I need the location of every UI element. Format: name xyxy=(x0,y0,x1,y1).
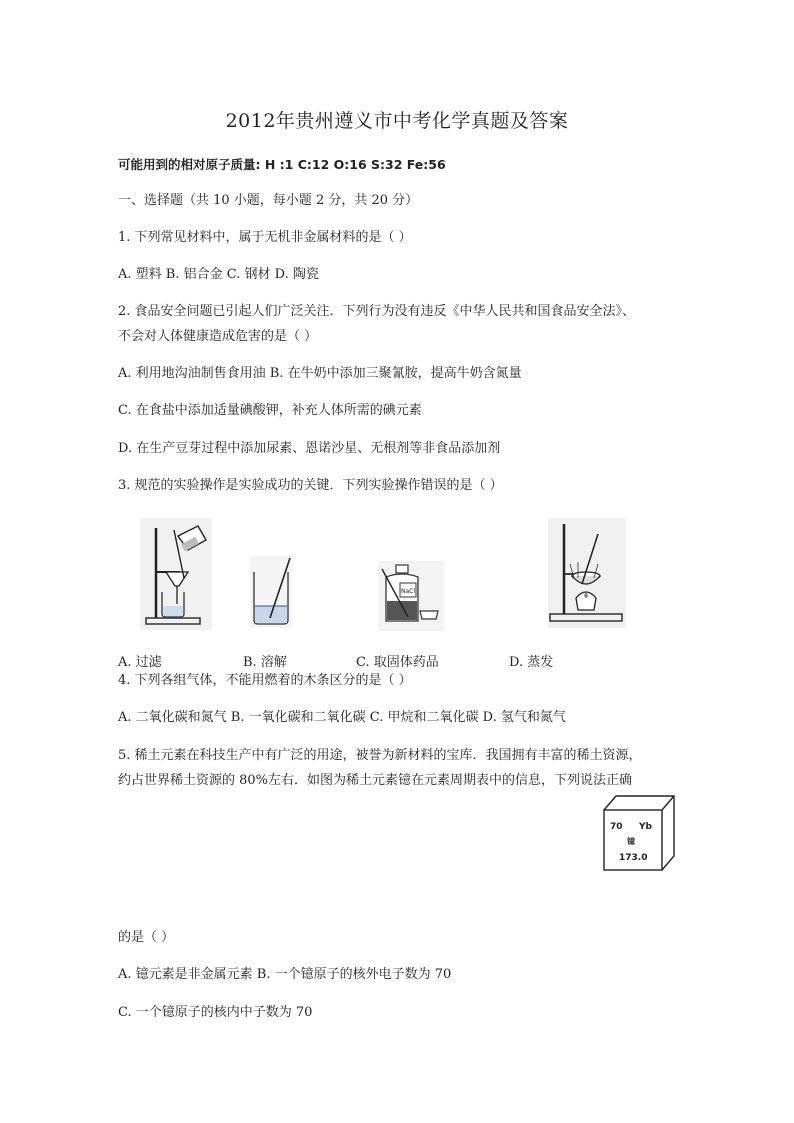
q4-options: A. 二氧化碳和氮气 B. 一氧化碳和二氧化碳 C. 甲烷和二氧化碳 D. 氢气和氮气 xyxy=(118,710,566,725)
q3-stem: 3. 规范的实验操作是实验成功的关键．下列实验操作错误的是（ ） xyxy=(118,478,503,493)
filtration-apparatus-figure xyxy=(140,518,212,630)
atomic-mass: 173.0 xyxy=(619,853,648,863)
q5-stem-line3: 的是（ ） xyxy=(118,930,175,945)
q2-stem-line1: 2. 食品安全问题已引起人们广泛关注．下列行为没有违反《中华人民共和国食品安全法》、 xyxy=(118,304,636,319)
q1-stem: 1. 下列常见材料中，属于无机非金属材料的是（ ） xyxy=(118,230,412,245)
q5-stem-line1: 5. 稀土元素在科技生产中有广泛的用途，被誉为新材料的宝库．我国拥有丰富的稀土资源， xyxy=(118,748,642,763)
solid-reagent-bottle-figure xyxy=(378,561,444,631)
caption-c-solid-reagent: C. 取固体药品 xyxy=(356,655,439,670)
q5-stem-line2: 约占世界稀土资源的 80%左右．如图为稀土元素镱在元素周期表中的信息，下列说法正确 xyxy=(118,773,633,788)
section-heading: 一、选择题（共 10 小题，每小题 2 分，共 20 分） xyxy=(118,193,419,208)
caption-b-dissolving: B. 溶解 xyxy=(243,655,287,670)
evaporation-apparatus-figure xyxy=(548,518,626,628)
element-name: 镱 xyxy=(627,837,635,846)
caption-d-evaporation: D. 蒸发 xyxy=(509,655,554,670)
atomic-mass-line: 可能用到的相对原子质量: H :1 C:12 O:16 S:32 Fe:56 xyxy=(118,157,446,172)
q4-stem: 4. 下列各组气体，不能用燃着的木条区分的是（ ） xyxy=(118,673,412,688)
caption-a-filtration: A. 过滤 xyxy=(118,655,162,670)
nacl-label-text: NaCl xyxy=(401,588,416,595)
q2-option-d: D. 在生产豆芽过程中添加尿素、恩诺沙星、无根剂等非食品添加剂 xyxy=(118,441,501,456)
q5-option-c: C. 一个镱原子的核内中子数为 70 xyxy=(118,1005,313,1020)
page-title: 2012年贵州遵义市中考化学真题及答案 xyxy=(225,110,569,132)
dissolving-beaker-figure xyxy=(250,556,292,628)
q5-option-a-b: A. 镱元素是非金属元素 B. 一个镱原子的核外电子数为 70 xyxy=(118,967,452,982)
element-symbol: Yb xyxy=(639,822,652,832)
q2-option-a-b: A. 利用地沟油制售食用油 B. 在牛奶中添加三聚氰胺，提高牛奶含氮量 xyxy=(118,366,522,381)
q1-options: A. 塑料 B. 铝合金 C. 钢材 D. 陶瓷 xyxy=(118,267,319,282)
q2-option-c: C. 在食盐中添加适量碘酸钾，补充人体所需的碘元素 xyxy=(118,403,422,418)
ytterbium-element-cell xyxy=(603,795,675,871)
q2-stem-line2: 不会对人体健康造成危害的是（ ） xyxy=(118,329,318,344)
atomic-number: 70 xyxy=(610,822,623,832)
